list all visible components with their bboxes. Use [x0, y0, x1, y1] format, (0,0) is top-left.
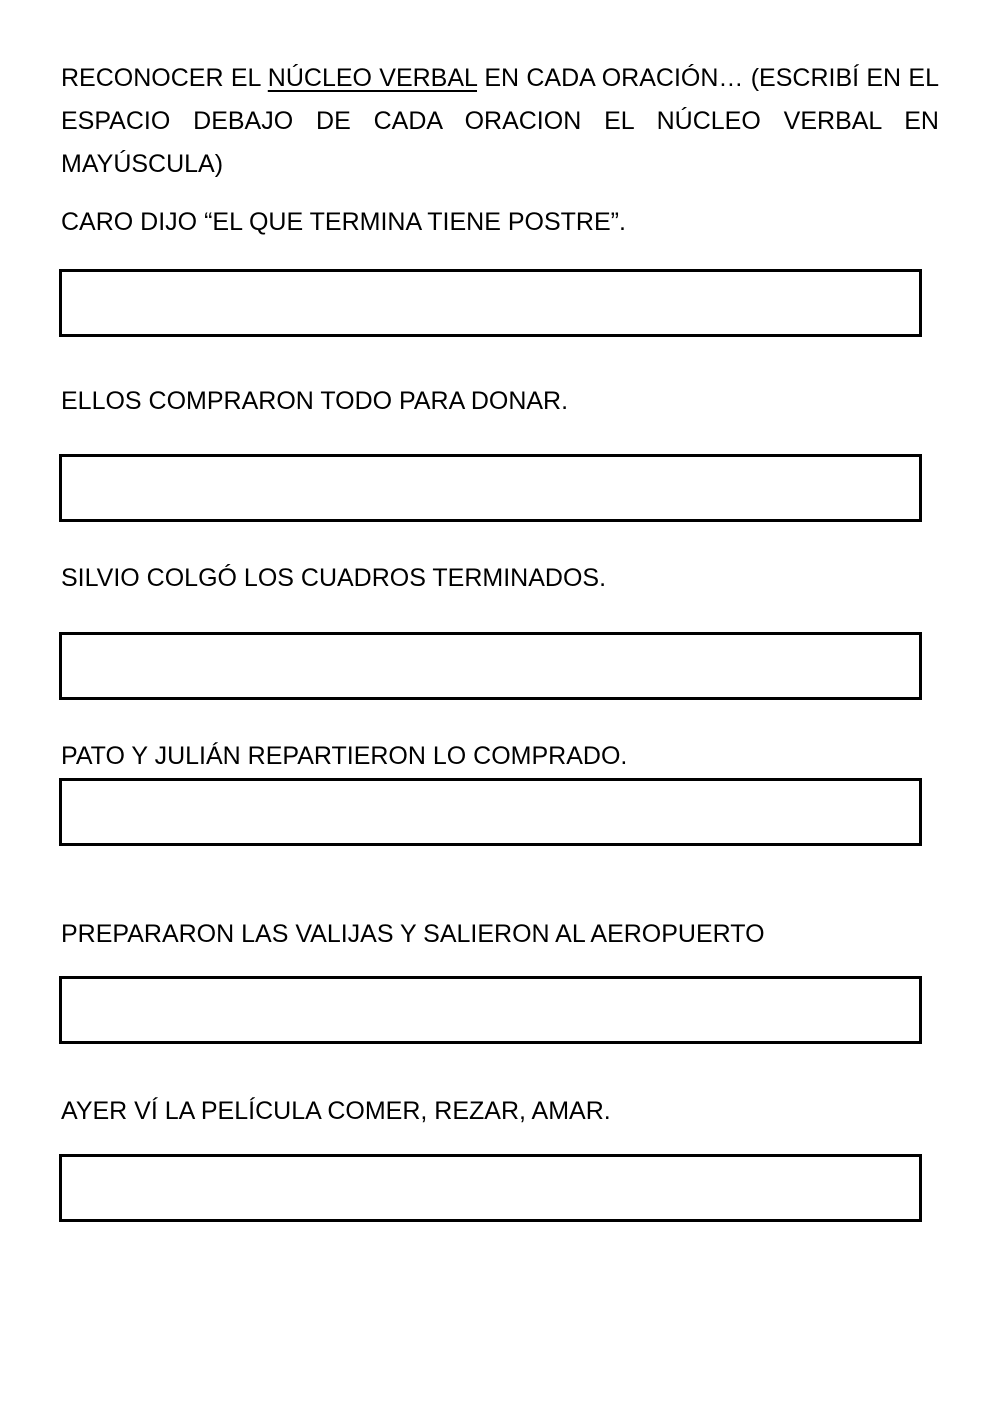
answer-box-5[interactable]	[59, 976, 922, 1044]
answer-box-2[interactable]	[59, 454, 922, 522]
sentence-2: ELLOS COMPRARON TODO PARA DONAR.	[61, 387, 569, 415]
instructions-underlined-term: NÚCLEO VERBAL	[267, 64, 478, 92]
answer-box-4[interactable]	[59, 778, 922, 846]
instructions	[61, 57, 939, 186]
sentence-6: AYER VÍ LA PELÍCULA COMER, REZAR, AMAR.	[61, 1097, 611, 1125]
sentence-5: PREPARARON LAS VALIJAS Y SALIERON AL AEROPUERTO	[61, 920, 765, 948]
answer-box-1[interactable]	[59, 269, 922, 337]
answer-box-3[interactable]	[59, 632, 922, 700]
instructions-text-start: RECONOCER EL	[61, 64, 268, 92]
sentence-1: CARO DIJO “EL QUE TERMINA TIENE POSTRE”.	[61, 208, 626, 236]
answer-box-6[interactable]	[59, 1154, 922, 1222]
sentence-3: SILVIO COLGÓ LOS CUADROS TERMINADOS.	[61, 564, 607, 592]
instructions-text-end: EN CADA ORACIÓN… (ESCRIBÍ EN EL ESPACIO DEBAJO DE CADA ORACION EL NÚCLEO VERBAL EN MAYÚSCULA)	[61, 64, 939, 178]
sentence-4: PATO Y JULIÁN REPARTIERON LO COMPRADO.	[61, 742, 628, 770]
